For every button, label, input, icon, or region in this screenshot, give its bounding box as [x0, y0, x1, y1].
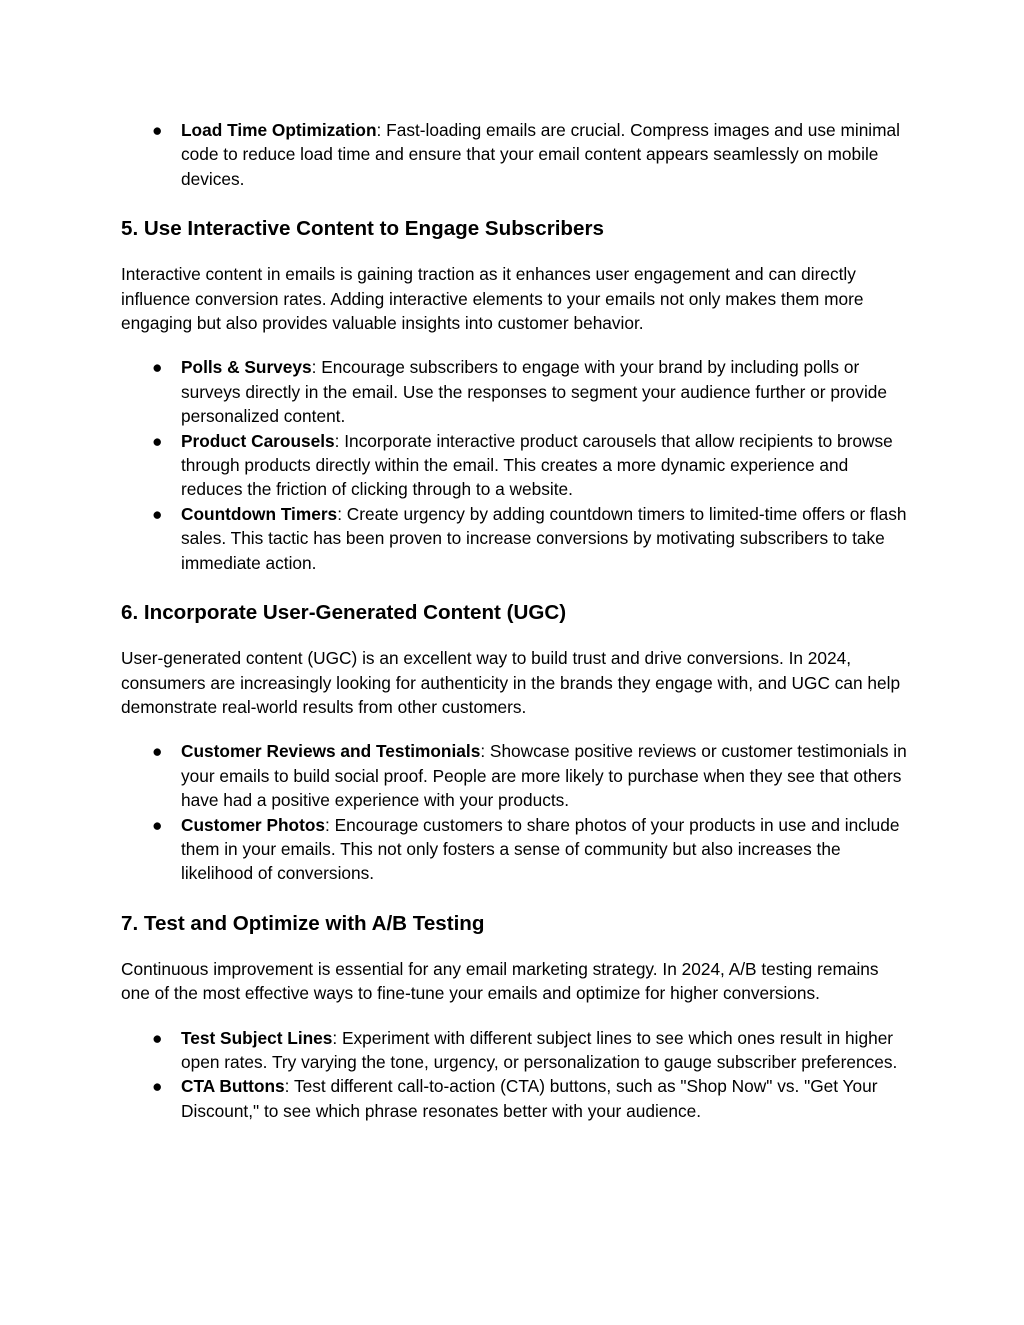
list-item — [121, 118, 911, 191]
bullet-icon: ● — [152, 430, 163, 451]
list-item — [121, 355, 911, 428]
bullet-text: : Incorporate interactive product carousels that allow recipients to browse through products directly within the email. This creates a more dynamic experience and reduces the friction of clicking through to a website. — [181, 430, 893, 500]
bullet-text: : Encourage subscribers to engage with your brand by including polls or surveys directly in the email. Use the responses to segment your audience further or provide personalized content. — [181, 357, 887, 427]
bullet-term: Customer Reviews and Testimonials — [181, 741, 481, 762]
bullet-icon: ● — [152, 1076, 163, 1097]
section-paragraph-5: Interactive content in emails is gaining traction as it enhances user engagement and can directly influence conversion rates. Adding interactive elements to your emails not only makes them more engaging but also provides valuable insights into customer behavior. — [121, 264, 864, 334]
bullet-term: Product Carousels — [181, 430, 335, 451]
list-item — [121, 502, 911, 575]
bullet-icon: ● — [152, 741, 163, 762]
list-item — [121, 429, 911, 502]
section-heading-5: 5. Use Interactive Content to Engage Subscribers — [121, 217, 604, 241]
document-page — [121, 118, 911, 1123]
intro-bullet-list — [121, 118, 911, 191]
list-item — [121, 813, 911, 886]
list-item — [121, 1074, 911, 1123]
bullet-term: Test Subject Lines — [181, 1027, 333, 1048]
section-bullet-list-7 — [121, 1026, 911, 1124]
bullet-term: Load Time Optimization — [181, 120, 377, 140]
section-bullet-list-6 — [121, 739, 911, 885]
section-bullet-list-5 — [121, 355, 911, 575]
section-paragraph-7: Continuous improvement is essential for any email marketing strategy. In 2024, A/B testing remains one of the most effective ways to fine-tune your emails and optimize for higher conversions. — [121, 958, 879, 1004]
bullet-text: : Showcase positive reviews or customer testimonials in your emails to build social proof. People are more likely to purchase when they see that others have had a positive experience with your products. — [181, 741, 907, 811]
list-item — [121, 739, 911, 812]
bullet-term: Countdown Timers — [181, 503, 338, 524]
bullet-icon: ● — [152, 120, 163, 140]
bullet-term: Polls & Surveys — [181, 357, 312, 378]
bullet-text: : Test different call-to-action (CTA) buttons, such as "Shop Now" vs. "Get Your Discount," to see which phrase resonates better with your audience. — [181, 1076, 878, 1121]
bullet-term: Customer Photos — [181, 814, 326, 835]
bullet-term: CTA Buttons — [181, 1076, 285, 1097]
bullet-text: : Encourage customers to share photos of your products in use and include them in your emails. This not only fosters a sense of community but also increases the likelihood of conversions. — [181, 814, 900, 884]
bullet-text: : Fast-loading emails are crucial. Compress images and use minimal code to reduce load time and ensure that your email content appears seamlessly on mobile devices. — [181, 120, 900, 189]
bullet-icon: ● — [152, 814, 163, 835]
bullet-icon: ● — [152, 503, 163, 524]
section-paragraph-6: User-generated content (UGC) is an excellent way to build trust and drive conversions. In 2024, consumers are increasingly looking for authenticity in the brands they engage with, and UGC can help demonstrate real-world results from other customers. — [121, 648, 901, 717]
bullet-text: : Experiment with different subject lines to see which ones result in higher open rates. Try varying the tone, urgency, or personalization to gauge subscriber preferences. — [181, 1027, 898, 1072]
bullet-icon: ● — [152, 1027, 163, 1048]
bullet-text: : Create urgency by adding countdown timers to limited-time offers or flash sales. This tactic has been proven to increase conversions by motivating subscribers to take immediate action. — [181, 503, 907, 573]
section-heading-6: 6. Incorporate User-Generated Content (UGC) — [121, 601, 567, 625]
section-heading-7: 7. Test and Optimize with A/B Testing — [121, 911, 485, 935]
bullet-icon: ● — [152, 357, 163, 378]
list-item — [121, 1026, 911, 1075]
